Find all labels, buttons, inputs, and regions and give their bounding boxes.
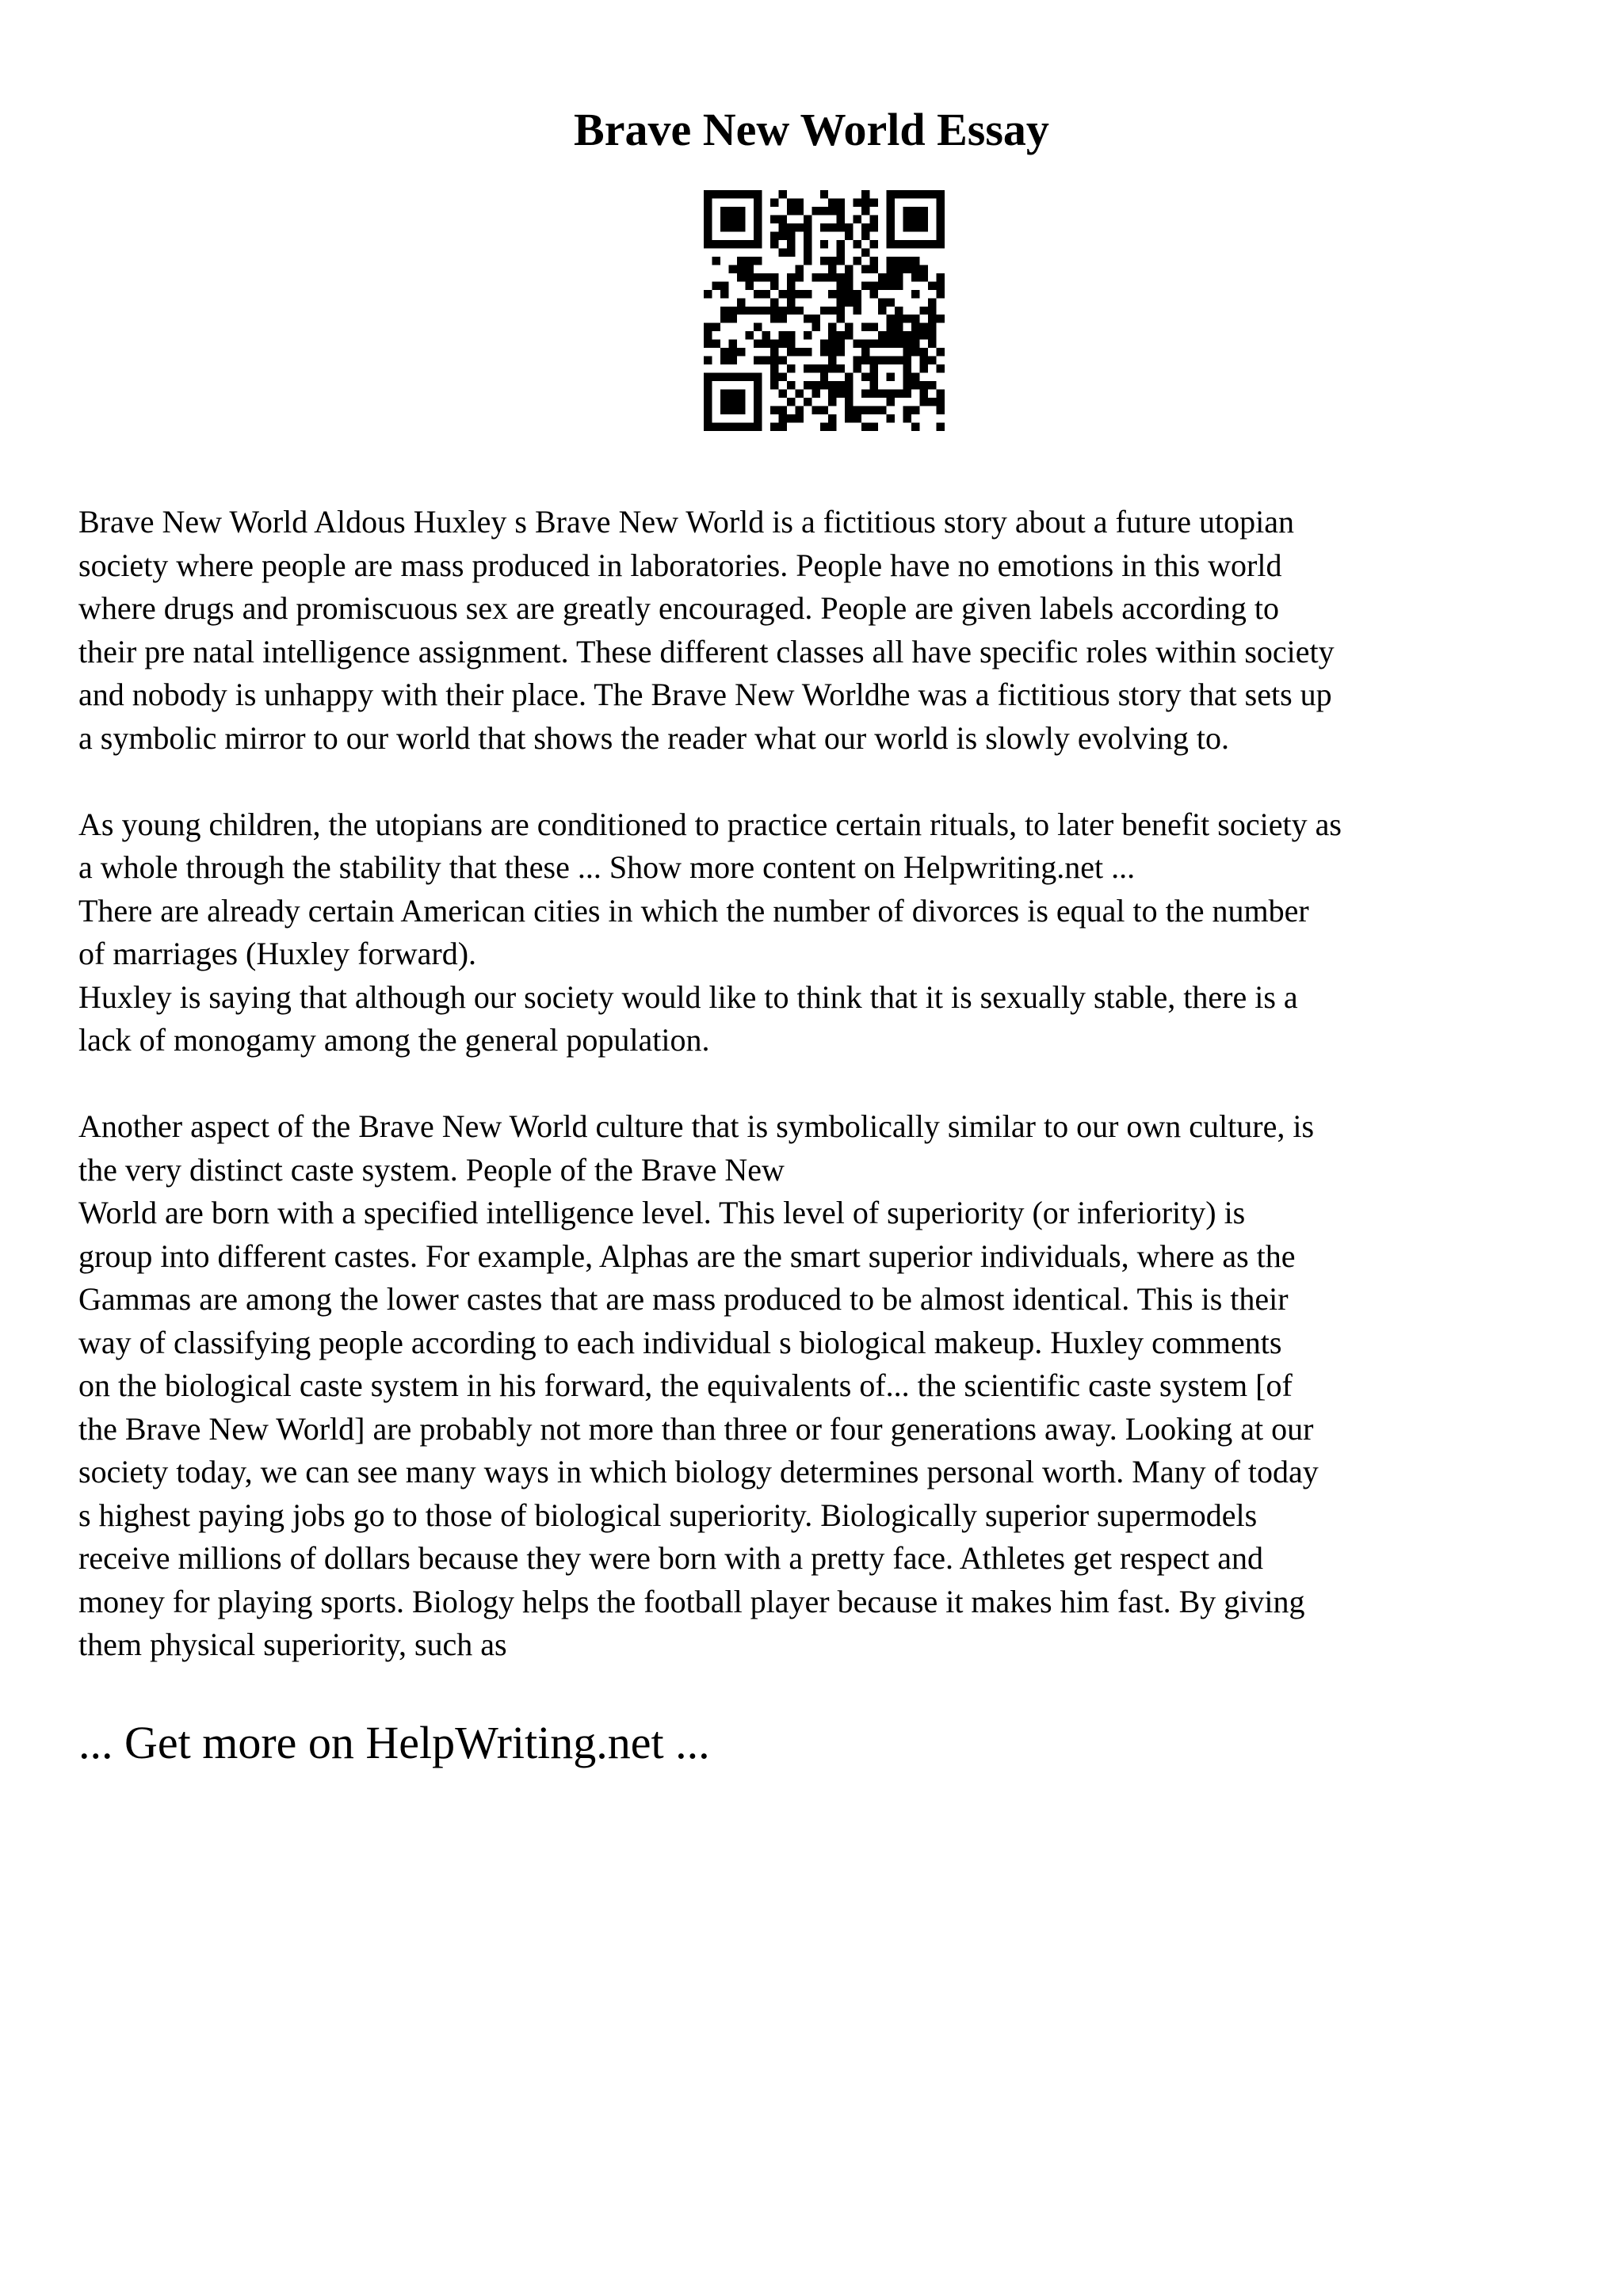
text-line: There are already certain American cities in which the number of divorces is equal to the number — [78, 892, 1309, 929]
text-line: on the biological caste system in his forward, the equivalents of... the scientific caste system [of — [78, 1367, 1293, 1403]
text-line: World are born with a specified intelligence level. This level of superiority (or inferiority) is — [78, 1195, 1246, 1230]
text-line: a whole through the stability that these ... Show more content on Helpwriting.net ... — [78, 849, 1136, 885]
qr-code-icon — [704, 190, 945, 431]
text-line: the very distinct caste system. People of the Brave New — [78, 1151, 785, 1188]
text-line: As young children, the utopians are conditioned to practice certain rituals, to later benefit society as — [78, 806, 1342, 842]
text-line: them physical superiority, such as — [78, 1627, 507, 1662]
text-line: group into different castes. For example, Alphas are the smart superior individuals, where as the — [78, 1238, 1296, 1274]
page-title: Brave New World Essay — [574, 104, 1049, 155]
text-line: Another aspect of the Brave New World culture that is symbolically similar to our own culture, is — [78, 1108, 1315, 1144]
text-line: lack of monogamy among the general population. — [78, 1022, 710, 1058]
text-line: where drugs and promiscuous sex are greatly encouraged. People are given labels according to — [78, 590, 1279, 626]
text-line: the Brave New World] are probably not more than three or four generations away. Looking at our — [78, 1410, 1314, 1447]
text-line: Huxley is saying that although our society would like to think that it is sexually stable, there is a — [78, 978, 1298, 1015]
paragraph-3 — [78, 1105, 1568, 1667]
text-line: money for playing sports. Biology helps the football player because it makes him fast. By giving — [78, 1583, 1305, 1619]
paragraph-2 — [78, 803, 1568, 1062]
text-line: society today, we can see many ways in which biology determines personal worth. Many of today — [78, 1454, 1319, 1489]
text-line: Brave New World Aldous Huxley s Brave New World is a fictitious story about a future utopian — [78, 504, 1295, 540]
text-line: and nobody is unhappy with their place. The Brave New Worldhe was a fictitious story that sets up — [78, 677, 1332, 712]
text-line: Gammas are among the lower castes that are mass produced to be almost identical. This is their — [78, 1281, 1289, 1317]
text-line: society where people are mass produced in laboratories. People have no emotions in this world — [78, 547, 1282, 583]
paragraph-1 — [78, 501, 1568, 760]
text-line: receive millions of dollars because they were born with a pretty face. Athletes get respect and — [78, 1540, 1263, 1576]
text-line: of marriages (Huxley forward). — [78, 936, 477, 971]
text-line: their pre natal intelligence assignment. These different classes all have specific roles within society — [78, 633, 1335, 669]
text-line: s highest paying jobs go to those of biological superiority. Biologically superior supermodels — [78, 1497, 1258, 1533]
text-line: a symbolic mirror to our world that shows the reader what our world is slowly evolving to. — [78, 719, 1229, 756]
footer-link[interactable]: ... Get more on HelpWriting.net ... — [78, 1717, 710, 1768]
text-line: way of classifying people according to each individual s biological makeup. Huxley comments — [78, 1324, 1282, 1360]
essay-body — [78, 501, 1568, 1667]
